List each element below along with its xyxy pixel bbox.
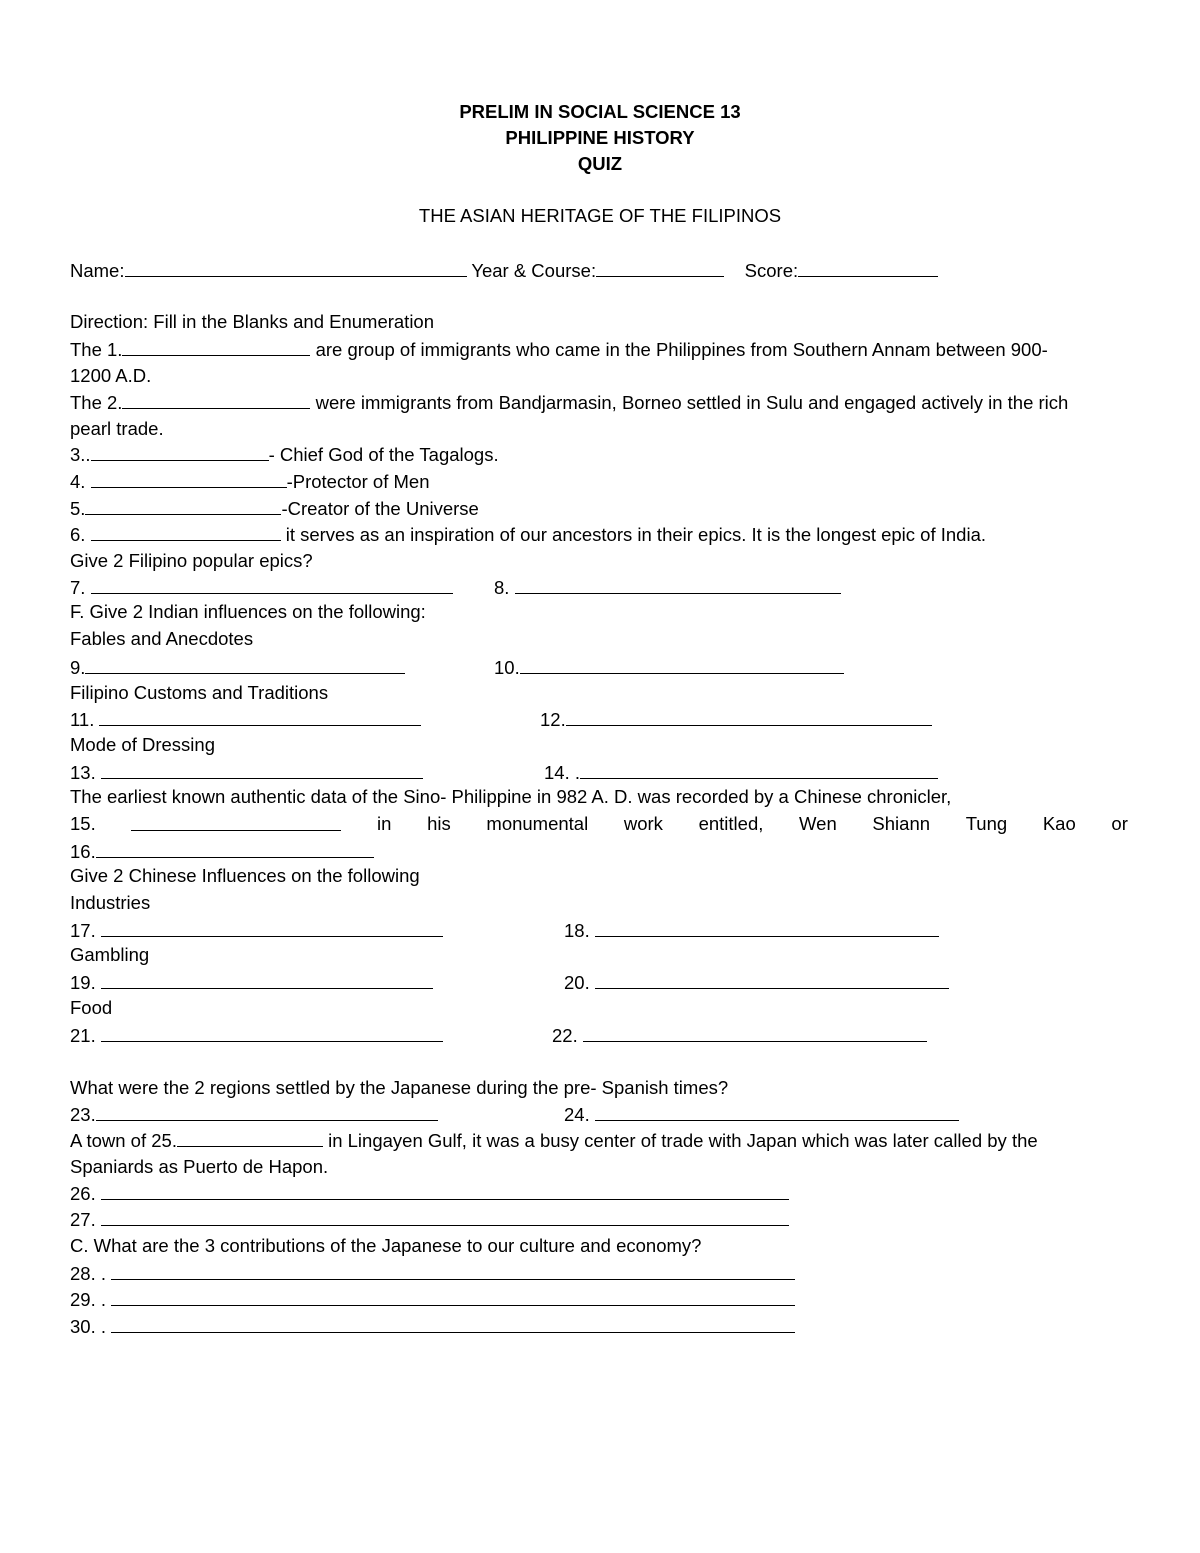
answer-blank-27[interactable] (101, 1208, 789, 1226)
question-2 (70, 391, 1068, 414)
question-8 (494, 576, 841, 599)
answer-blank-28[interactable] (111, 1262, 795, 1280)
direction-text: Direction: Fill in the Blanks and Enumeration (70, 311, 435, 332)
customs-heading: Filipino Customs and Traditions (70, 682, 329, 703)
section-f-heading: F. Give 2 Indian influences on the following: (70, 601, 426, 622)
answer-blank-8[interactable] (515, 576, 841, 594)
question-18-number: 18. (564, 920, 595, 941)
question-21-number: 21. (70, 1025, 101, 1046)
question-25 (70, 1129, 1038, 1152)
question-3-text: - Chief God of the Tagalogs. (268, 444, 499, 465)
answer-blank-23[interactable] (96, 1103, 438, 1121)
quiz-subtitle: THE ASIAN HERITAGE OF THE FILIPINOS (418, 205, 782, 226)
answer-blank-29[interactable] (111, 1288, 795, 1306)
answer-blank-20[interactable] (595, 971, 949, 989)
question-5-number: 5. (70, 498, 86, 519)
question-19-number: 19. (70, 972, 101, 993)
question-2-text: were immigrants from Bandjarmasin, Borneo settled in Sulu and engaged actively in the rich (310, 392, 1069, 413)
question-20-number: 20. (564, 972, 595, 993)
answer-blank-30[interactable] (111, 1315, 795, 1333)
question-9 (70, 656, 405, 679)
question-22 (552, 1024, 927, 1047)
q15-word: in (377, 813, 392, 834)
question-1-text: are group of immigrants who came in the Philippines from Southern Annam between 900- (310, 339, 1048, 360)
sino-statement: The earliest known authentic data of the Sino- Philippine in 982 A. D. was recorded by a Chinese chronicler, (70, 786, 952, 807)
year-course-label: Year & Course: (471, 260, 597, 281)
question-5 (70, 497, 479, 520)
student-info-row (70, 259, 938, 282)
section-c-heading: C. What are the 3 contributions of the Japanese to our culture and economy? (70, 1235, 702, 1256)
question-30-number: 30. . (70, 1316, 112, 1337)
question-9-number: 9. (70, 657, 86, 678)
answer-blank-17[interactable] (101, 919, 443, 937)
question-6-text: it serves as an inspiration of our ancestors in their epics. It is the longest epic of India. (280, 524, 986, 545)
food-heading: Food (70, 997, 113, 1018)
question-15-number: 15. (70, 813, 96, 834)
question-16-number: 16. (70, 841, 96, 862)
answer-blank-26[interactable] (101, 1182, 789, 1200)
question-19 (70, 971, 433, 994)
question-1-prefix: The 1. (70, 339, 123, 360)
question-14 (544, 761, 938, 784)
q15-word: Wen (799, 813, 837, 834)
question-26 (70, 1182, 789, 1205)
question-4-text: -Protector of Men (286, 471, 430, 492)
japanese-question: What were the 2 regions settled by the Japanese during the pre- Spanish times? (70, 1077, 729, 1098)
question-28 (70, 1262, 795, 1285)
question-23 (70, 1103, 438, 1126)
question-23-number: 23. (70, 1104, 96, 1125)
question-16 (70, 840, 374, 863)
industries-heading: Industries (70, 892, 151, 913)
answer-blank-7[interactable] (91, 576, 453, 594)
answer-blank-11[interactable] (99, 708, 421, 726)
question-26-number: 26. (70, 1183, 101, 1204)
score-blank[interactable] (798, 259, 938, 277)
quiz-title-3: QUIZ (577, 153, 623, 174)
q15-word: Tung (965, 813, 1008, 834)
answer-blank-1[interactable] (122, 338, 310, 356)
question-4 (70, 470, 430, 493)
q15-word: his (427, 813, 451, 834)
question-13 (70, 761, 423, 784)
q15-word: monumental (486, 813, 589, 834)
question-1-cont: 1200 A.D. (70, 365, 152, 386)
answer-blank-15[interactable] (131, 813, 341, 831)
question-20 (564, 971, 949, 994)
answer-blank-2[interactable] (122, 391, 310, 409)
question-3-number: 3.. (70, 444, 91, 465)
answer-blank-12[interactable] (566, 708, 932, 726)
question-2-prefix: The 2. (70, 392, 123, 413)
dressing-heading: Mode of Dressing (70, 734, 215, 755)
question-17 (70, 919, 443, 942)
q15-word: Shiann (872, 813, 931, 834)
q15-word: or (1111, 813, 1128, 834)
answer-blank-13[interactable] (101, 761, 423, 779)
question-7 (70, 576, 453, 599)
quiz-title-1: PRELIM IN SOCIAL SCIENCE 13 (459, 101, 741, 122)
answer-blank-22[interactable] (583, 1024, 927, 1042)
question-6-number: 6. (70, 524, 91, 545)
question-24-number: 24. (564, 1104, 595, 1125)
quiz-title-2: PHILIPPINE HISTORY (505, 127, 695, 148)
question-30 (70, 1315, 795, 1338)
question-11-number: 11. (70, 709, 100, 730)
score-label: Score: (744, 260, 799, 281)
question-25-prefix: A town of 25. (70, 1130, 177, 1151)
name-blank[interactable] (125, 259, 467, 277)
answer-blank-14[interactable] (580, 761, 938, 779)
q15-word: work (623, 813, 663, 834)
fables-heading: Fables and Anecdotes (70, 628, 254, 649)
question-10 (494, 656, 844, 679)
answer-blank-4[interactable] (91, 470, 287, 488)
question-29-number: 29. . (70, 1289, 112, 1310)
question-21 (70, 1024, 443, 1047)
epics-question: Give 2 Filipino popular epics? (70, 550, 313, 571)
question-1 (70, 338, 1048, 361)
question-8-number: 8. (494, 577, 515, 598)
question-24 (564, 1103, 959, 1126)
question-29 (70, 1288, 795, 1311)
question-28-number: 28. . (70, 1263, 112, 1284)
question-12-number: 12. (540, 709, 566, 730)
answer-blank-16[interactable] (96, 840, 374, 858)
answer-blank-9[interactable] (85, 656, 405, 674)
question-10-number: 10. (494, 657, 520, 678)
answer-blank-19[interactable] (101, 971, 433, 989)
answer-blank-24[interactable] (595, 1103, 959, 1121)
chinese-question: Give 2 Chinese Influences on the following (70, 865, 420, 886)
question-6 (70, 523, 986, 546)
question-18 (564, 919, 939, 942)
question-22-number: 22. (552, 1025, 583, 1046)
q15-word: Kao (1042, 813, 1076, 834)
question-5-text: -Creator of the Universe (281, 498, 479, 519)
question-27-number: 27. (70, 1209, 101, 1230)
question-15 (70, 813, 1128, 835)
question-14-number: 14. . (544, 762, 580, 783)
answer-blank-21[interactable] (101, 1024, 443, 1042)
name-label: Name: (70, 260, 125, 281)
question-27 (70, 1208, 789, 1231)
question-2-cont: pearl trade. (70, 418, 164, 439)
answer-blank-3[interactable] (91, 443, 269, 461)
question-12 (540, 708, 932, 731)
question-11 (70, 708, 421, 731)
question-25-cont: Spaniards as Puerto de Hapon. (70, 1156, 329, 1177)
question-13-number: 13. (70, 762, 101, 783)
answer-blank-10[interactable] (520, 656, 844, 674)
answer-blank-25[interactable] (177, 1129, 323, 1147)
gambling-heading: Gambling (70, 944, 150, 965)
question-3 (70, 443, 499, 466)
question-17-number: 17. (70, 920, 101, 941)
answer-blank-6[interactable] (91, 523, 281, 541)
q15-word: entitled, (698, 813, 764, 834)
question-4-number: 4. (70, 471, 91, 492)
answer-blank-5[interactable] (85, 497, 281, 515)
answer-blank-18[interactable] (595, 919, 939, 937)
question-25-text: in Lingayen Gulf, it was a busy center of trade with Japan which was later called by the (322, 1130, 1038, 1151)
question-7-number: 7. (70, 577, 91, 598)
year-course-blank[interactable] (596, 259, 724, 277)
